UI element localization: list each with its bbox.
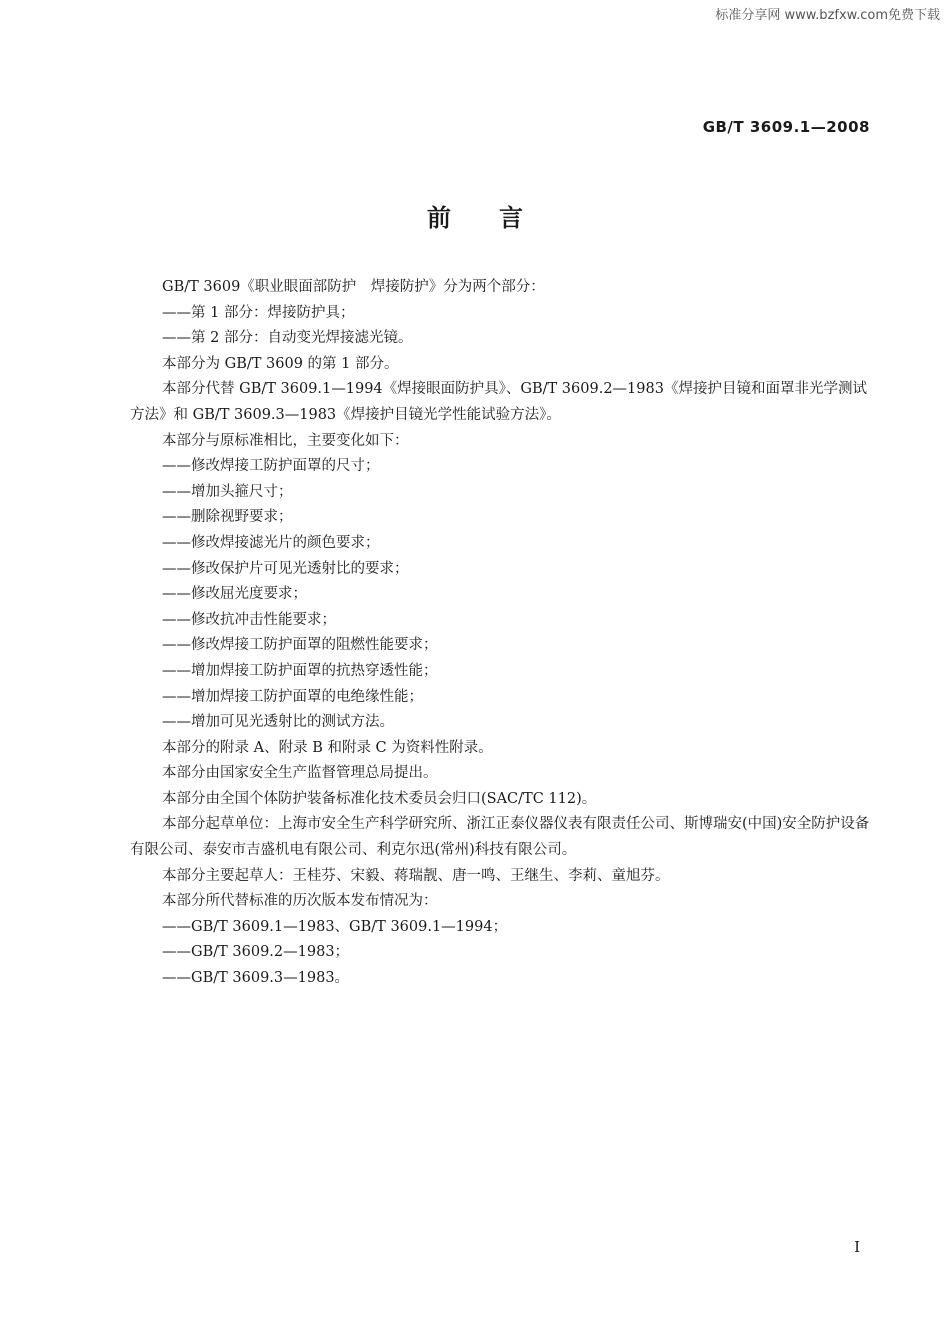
- paragraph: 本部分由国家安全生产监督管理总局提出。: [162, 765, 438, 782]
- foreword-body: [130, 275, 875, 992]
- list-item: ——增加可见光透射比的测试方法。: [162, 714, 394, 731]
- page-title: 前言: [427, 204, 571, 232]
- standard-code: GB/T 3609.1—2008: [702, 118, 870, 136]
- list-item: ——第 1 部分：焊接防护具；: [162, 304, 355, 321]
- paragraph: 本部分主要起草人：王桂芬、宋毅、蒋瑞靓、唐一鸣、王继生、李莉、童旭芬。: [162, 867, 670, 884]
- list-item: ——修改保护片可见光透射比的要求；: [162, 560, 409, 577]
- watermark: 标准分享网 www.bzfxw.com免费下载: [715, 8, 940, 23]
- page-number: I: [854, 1238, 860, 1256]
- list-item: ——修改焊接工防护面罩的尺寸；: [162, 458, 380, 475]
- paragraph: 本部分起草单位：上海市安全生产科学研究所、浙江正泰仪器仪表有限责任公司、斯博瑞安(中国)安全防护设备有限公司、泰安市吉盛机电有限公司、利克尔迅(常州)科技有限公司。: [130, 816, 870, 859]
- list-item: ——修改屈光度要求；: [162, 586, 307, 603]
- list-item: ——第 2 部分：自动变光焊接滤光镜。: [162, 330, 413, 347]
- list-item: ——增加头箍尺寸；: [162, 483, 293, 500]
- list-item: ——GB/T 3609.2—1983；: [162, 944, 350, 961]
- paragraph: 本部分的附录 A、附录 B 和附录 C 为资料性附录。: [162, 739, 493, 756]
- paragraph: 本部分所代替标准的历次版本发布情况为：: [162, 893, 438, 910]
- paragraph: 本部分由全国个体防护装备标准化技术委员会归口(SAC/TC 112)。: [162, 790, 597, 807]
- paragraph: GB/T 3609《职业眼面部防护 焊接防护》分为两个部分：: [162, 279, 545, 295]
- list-item: ——修改抗冲击性能要求；: [162, 611, 336, 628]
- list-item: ——增加焊接工防护面罩的抗热穿透性能；: [162, 662, 438, 679]
- list-item: ——GB/T 3609.3—1983。: [162, 970, 350, 987]
- list-item: ——GB/T 3609.1—1983、GB/T 3609.1—1994；: [162, 918, 508, 935]
- paragraph: 本部分为 GB/T 3609 的第 1 部分。: [162, 355, 399, 372]
- list-item: ——修改焊接工防护面罩的阻燃性能要求；: [162, 637, 438, 654]
- list-item: ——增加焊接工防护面罩的电绝缘性能；: [162, 688, 423, 705]
- list-item: ——修改焊接滤光片的颜色要求；: [162, 534, 380, 551]
- paragraph: 本部分与原标准相比，主要变化如下：: [162, 432, 409, 449]
- paragraph: 本部分代替 GB/T 3609.1—1994《焊接眼面防护具》、GB/T 3609.2—1983《焊接护目镜和面罩非光学测试方法》和 GB/T 3609.3—1983《焊接护目镜光学性能试验方法》。: [130, 381, 867, 423]
- list-item: ——删除视野要求；: [162, 509, 293, 526]
